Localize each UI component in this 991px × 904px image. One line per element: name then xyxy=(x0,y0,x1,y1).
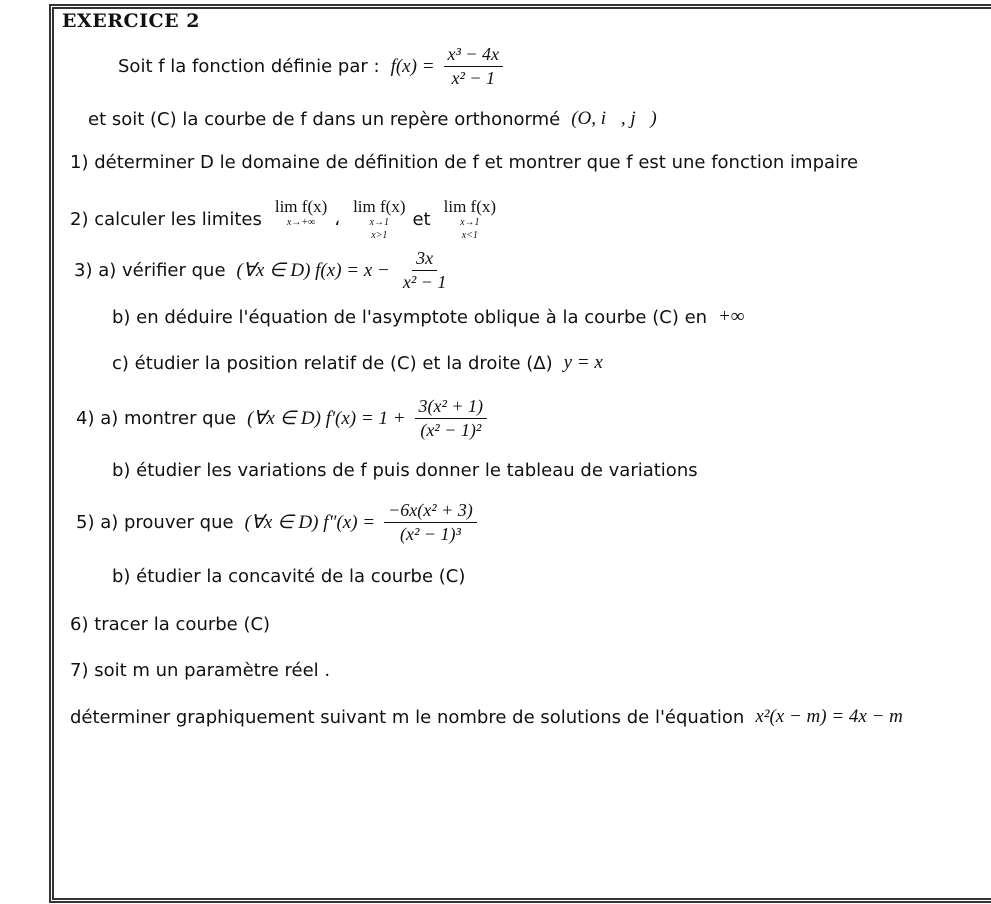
separator: ، xyxy=(334,209,341,230)
limit-1 xyxy=(270,198,332,241)
limit-sub: x→1 xyxy=(460,217,480,228)
question-4a xyxy=(76,396,491,441)
math: +∞ xyxy=(718,306,745,327)
numerator: −6x(x² + 3) xyxy=(384,500,477,523)
limit-expr: lim f(x) xyxy=(274,197,328,216)
numerator: 3(x² + 1) xyxy=(415,396,488,419)
question-5b xyxy=(112,566,471,587)
text: b) étudier les variations de f puis donner le tableau de variations xyxy=(112,460,698,481)
text: c) étudier la position relatif de (C) et la droite (Δ) xyxy=(112,352,553,374)
question-7-task xyxy=(70,706,908,728)
limit-expr: lim f(x) xyxy=(353,197,406,216)
text: b) en déduire l'équation de l'asymptote oblique à la courbe (C) en xyxy=(112,306,708,328)
question-7 xyxy=(70,660,336,681)
math: x²(x − m) = 4x − m xyxy=(755,706,903,727)
limit-sub2: x<1 xyxy=(461,230,478,241)
text: et soit (C) la courbe de f dans un repère orthonormé xyxy=(88,108,561,130)
question-3a xyxy=(74,248,454,293)
text: déterminer graphiquement suivant m le nombre de solutions de l'équation xyxy=(70,706,745,728)
question-3b xyxy=(112,306,749,328)
text: 3) a) vérifier que xyxy=(74,260,226,281)
limit-2 xyxy=(348,198,410,241)
text: et xyxy=(412,209,431,230)
curve-definition xyxy=(88,108,662,130)
question-6 xyxy=(70,614,276,635)
text: 6) tracer la courbe (C) xyxy=(70,614,271,635)
limit-expr: lim f(x) xyxy=(443,197,497,216)
denominator: (x² − 1)³ xyxy=(399,524,461,544)
limit-sub: x→+∞ xyxy=(286,217,316,228)
math: (∀x ∈ D) f"(x) = xyxy=(244,512,376,533)
text: 2) calculer les limites xyxy=(70,209,262,230)
limit-sub2: x>1 xyxy=(371,230,388,241)
math: y = x xyxy=(563,352,603,373)
question-5a xyxy=(76,500,481,545)
fraction xyxy=(399,248,451,293)
limit-sub: x→1 xyxy=(369,217,389,228)
text: 4) a) montrer que xyxy=(76,408,237,429)
fraction xyxy=(415,396,488,441)
page-frame xyxy=(49,4,991,903)
numerator: x³ − 4x xyxy=(444,44,504,67)
math: (O, i⃗, j⃗) xyxy=(571,108,657,129)
numerator: 3x xyxy=(412,248,437,271)
text: 1) déterminer D le domaine de définition de f et montrer que f est une fonction impaire xyxy=(70,152,859,173)
function-definition xyxy=(118,44,507,89)
question-2 xyxy=(70,198,503,241)
fraction xyxy=(444,44,504,89)
exercise-title: EXERCICE 2 xyxy=(62,10,200,32)
denominator: x² − 1 xyxy=(451,68,496,88)
question-1 xyxy=(70,152,864,173)
text: 7) soit m un paramètre réel . xyxy=(70,660,331,681)
question-3c xyxy=(112,352,608,374)
text: b) étudier la concavité de la courbe (C) xyxy=(112,566,466,587)
denominator: x² − 1 xyxy=(402,272,447,292)
limit-3 xyxy=(439,198,501,241)
text: Soit f la fonction définie par : xyxy=(118,56,380,77)
math: (∀x ∈ D) f(x) = x − xyxy=(236,260,390,281)
math: f(x) = xyxy=(390,55,435,77)
text: 5) a) prouver que xyxy=(76,512,234,533)
math: (∀x ∈ D) f'(x) = 1 + xyxy=(247,408,406,429)
question-4b xyxy=(112,460,704,481)
fraction xyxy=(384,500,477,545)
denominator: (x² − 1)² xyxy=(420,420,482,440)
